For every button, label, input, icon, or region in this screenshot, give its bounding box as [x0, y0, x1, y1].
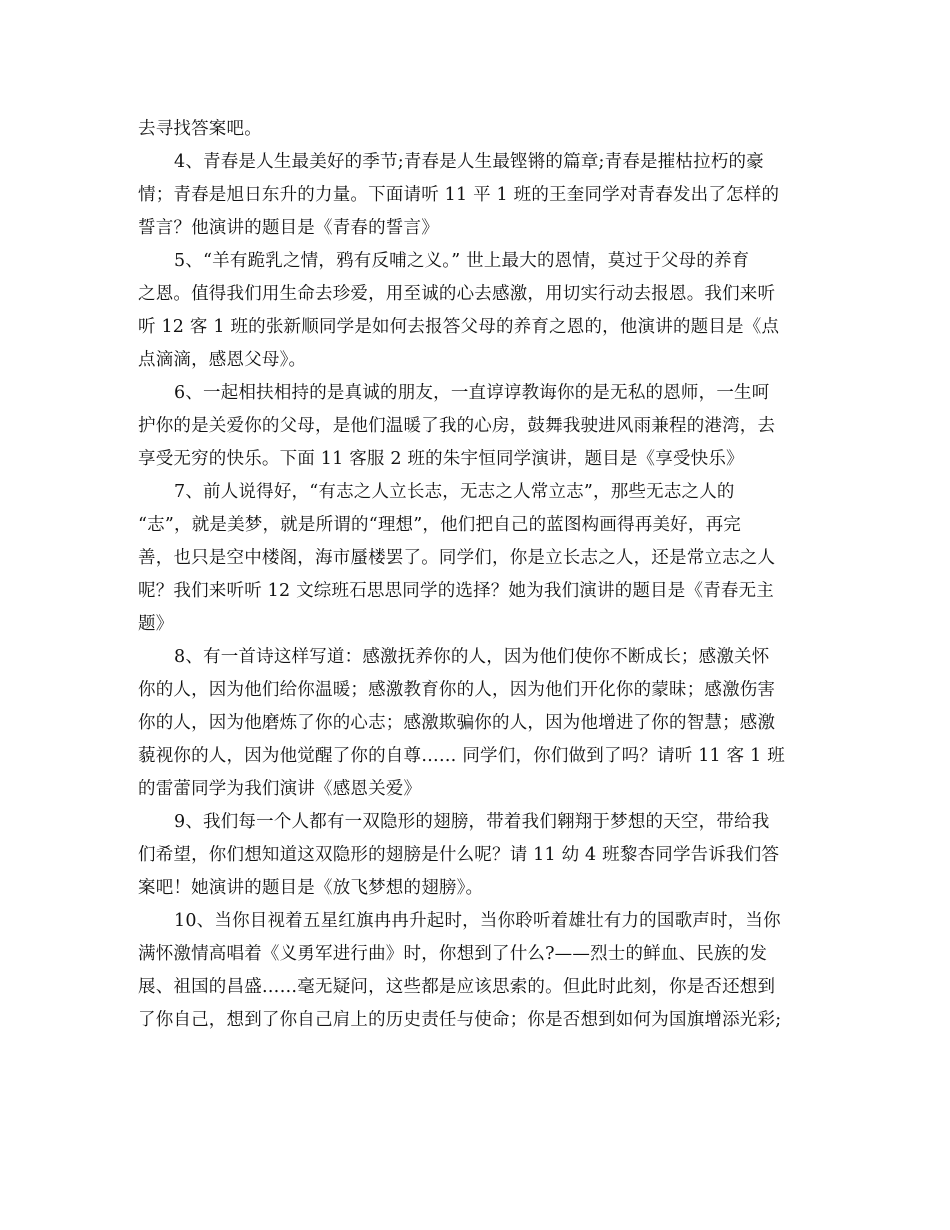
text-line: 们希望，你们想知道这双隐形的翅膀是什么呢？请 11 幼 4 班黎杏同学告诉我们答: [138, 845, 780, 865]
text-line: 护你的是关爱你的父母，是他们温暖了我的心房，鼓舞我驶进风雨兼程的港湾，去: [138, 416, 776, 436]
text-line: 去寻找答案吧。: [138, 119, 262, 139]
text-line: 你的人，因为他们给你温暖；感激教育你的人，因为他们开化你的蒙昧；感激伤害: [138, 680, 776, 700]
text-line: 7、前人说得好，“有志之人立长志，无志之人常立志”，那些无志之人的: [174, 482, 735, 502]
paragraph-item-8: [138, 641, 818, 806]
paragraph-item-10: [138, 905, 818, 1037]
text-line: 善，也只是空中楼阁，海市蜃楼罢了。同学们，你是立长志之人，还是常立志之人: [138, 548, 776, 568]
paragraph-continuation: [138, 113, 818, 146]
text-line: 点滴滴，感恩父母》。: [138, 350, 307, 370]
text-line: 8、有一首诗这样写道：感激抚养你的人，因为他们使你不断成长；感激关怀: [174, 647, 770, 667]
paragraph-item-5: [138, 245, 818, 377]
text-line: 了你自己，想到了你自己肩上的历史责任与使命；你是否想到如何为国旗增添光彩;: [138, 1010, 782, 1030]
text-line: 展、祖国的昌盛……毫无疑问，这些都是应该思索的。但此时此刻，你是否还想到: [138, 977, 776, 997]
text-line: 4、青春是人生最美好的季节;青春是人生最铿锵的篇章;青春是摧枯拉朽的豪: [174, 152, 764, 172]
text-line: 誓言？他演讲的题目是《青春的誓言》: [138, 218, 439, 238]
text-line: 案吧！她演讲的题目是《放飞梦想的翅膀》。: [138, 878, 484, 898]
text-line: 享受无穷的快乐。下面 11 客服 2 班的朱宇恒同学演讲，题目是《享受快乐》: [138, 449, 744, 469]
text-line: 5、“羊有跪乳之情，鸦有反哺之义。” 世上最大的恩情，莫过于父母的养育: [174, 251, 750, 271]
paragraph-item-9: [138, 806, 818, 905]
text-line: 听 12 客 1 班的张新顺同学是如何去报答父母的养育之恩的，他演讲的题目是《点: [138, 317, 780, 337]
text-line: 你的人，因为他磨炼了你的心志；感激欺骗你的人，因为他增进了你的智慧；感激: [138, 713, 776, 733]
text-line: 呢？我们来听听 12 文综班石思思同学的选择？她为我们演讲的题目是《青春无主: [138, 581, 774, 601]
text-line: 的雷蕾同学为我们演讲《感恩关爱》: [138, 779, 422, 799]
paragraph-item-7: [138, 476, 818, 641]
text-line: 情；青春是旭日东升的力量。下面请听 11 平 1 班的王奎同学对青春发出了怎样的: [138, 185, 780, 205]
text-line: 题》: [138, 614, 174, 634]
text-line: 之恩。值得我们用生命去珍爱，用至诚的心去感激，用切实行动去报恩。我们来听: [138, 284, 776, 304]
paragraph-item-4: [138, 146, 818, 245]
text-line: 满怀激情高唱着《义勇军进行曲》时，你想到了什么?——烈士的鲜血、民族的发: [138, 944, 768, 964]
document-page: [138, 113, 818, 1037]
text-line: 6、一起相扶相持的是真诚的朋友，一直谆谆教诲你的是无私的恩师，一生呵: [174, 383, 770, 403]
text-line: 藐视你的人，因为他觉醒了你的自尊…… 同学们，你们做到了吗？请听 11 客 1 班: [138, 746, 785, 766]
paragraph-item-6: [138, 377, 818, 476]
text-line: 9、我们每一个人都有一双隐形的翅膀，带着我们翱翔于梦想的天空，带给我: [174, 812, 770, 832]
text-line: 10、当你目视着五星红旗冉冉升起时，当你聆听着雄壮有力的国歌声时，当你: [174, 911, 781, 931]
text-line: “志”，就是美梦，就是所谓的“理想”，他们把自己的蓝图构画得再美好，再完: [138, 515, 741, 535]
